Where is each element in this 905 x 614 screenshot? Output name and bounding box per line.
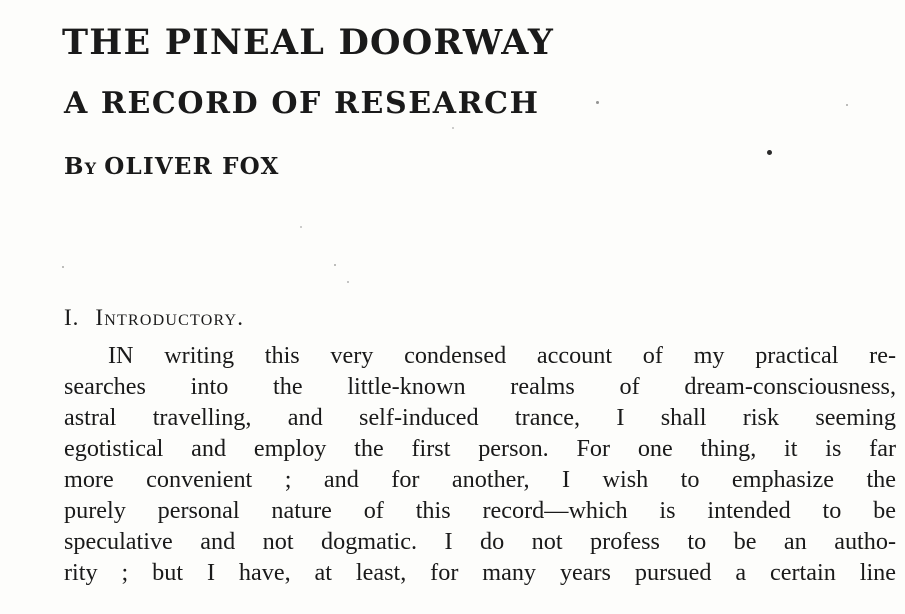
scan-speck — [846, 104, 848, 106]
paragraph-line: searches into the little-known realms of dream-consciousness, — [64, 373, 896, 400]
paragraph-line: more convenient ; and for another, I wish to emphasize the — [64, 466, 896, 493]
paragraph-line: rity ; but I have, at least, for many years pursued a certain line — [64, 559, 896, 586]
byline-prefix: By — [64, 153, 98, 180]
paragraph-line: egotistical and employ the first person. For one thing, it is far — [64, 435, 896, 462]
scan-speck — [300, 226, 302, 228]
byline — [64, 153, 280, 180]
paragraph-line: purely personal nature of this record—which is intended to be — [64, 497, 896, 524]
paragraph-line: IN writing this very condensed account of my practical re- — [108, 342, 896, 369]
body-paragraph — [64, 340, 896, 588]
paragraph-line: speculative and not dogmatic. I do not profess to be an autho- — [64, 528, 896, 555]
author-name: OLIVER FOX — [104, 153, 280, 180]
page-subtitle: A RECORD OF RESEARCH — [64, 86, 540, 121]
paragraph-line: astral travelling, and self-induced trance, I shall risk seeming — [64, 404, 896, 431]
section-number: I. — [64, 305, 80, 330]
scan-speck — [596, 101, 599, 104]
scan-speck — [334, 264, 336, 266]
scan-speck — [62, 266, 64, 268]
section-heading — [64, 305, 244, 331]
scan-speck — [347, 281, 349, 283]
page-title: THE PINEAL DOORWAY — [62, 22, 554, 63]
section-title: Introductory. — [95, 305, 245, 330]
scan-speck — [452, 127, 454, 129]
scan-speck — [767, 150, 772, 155]
